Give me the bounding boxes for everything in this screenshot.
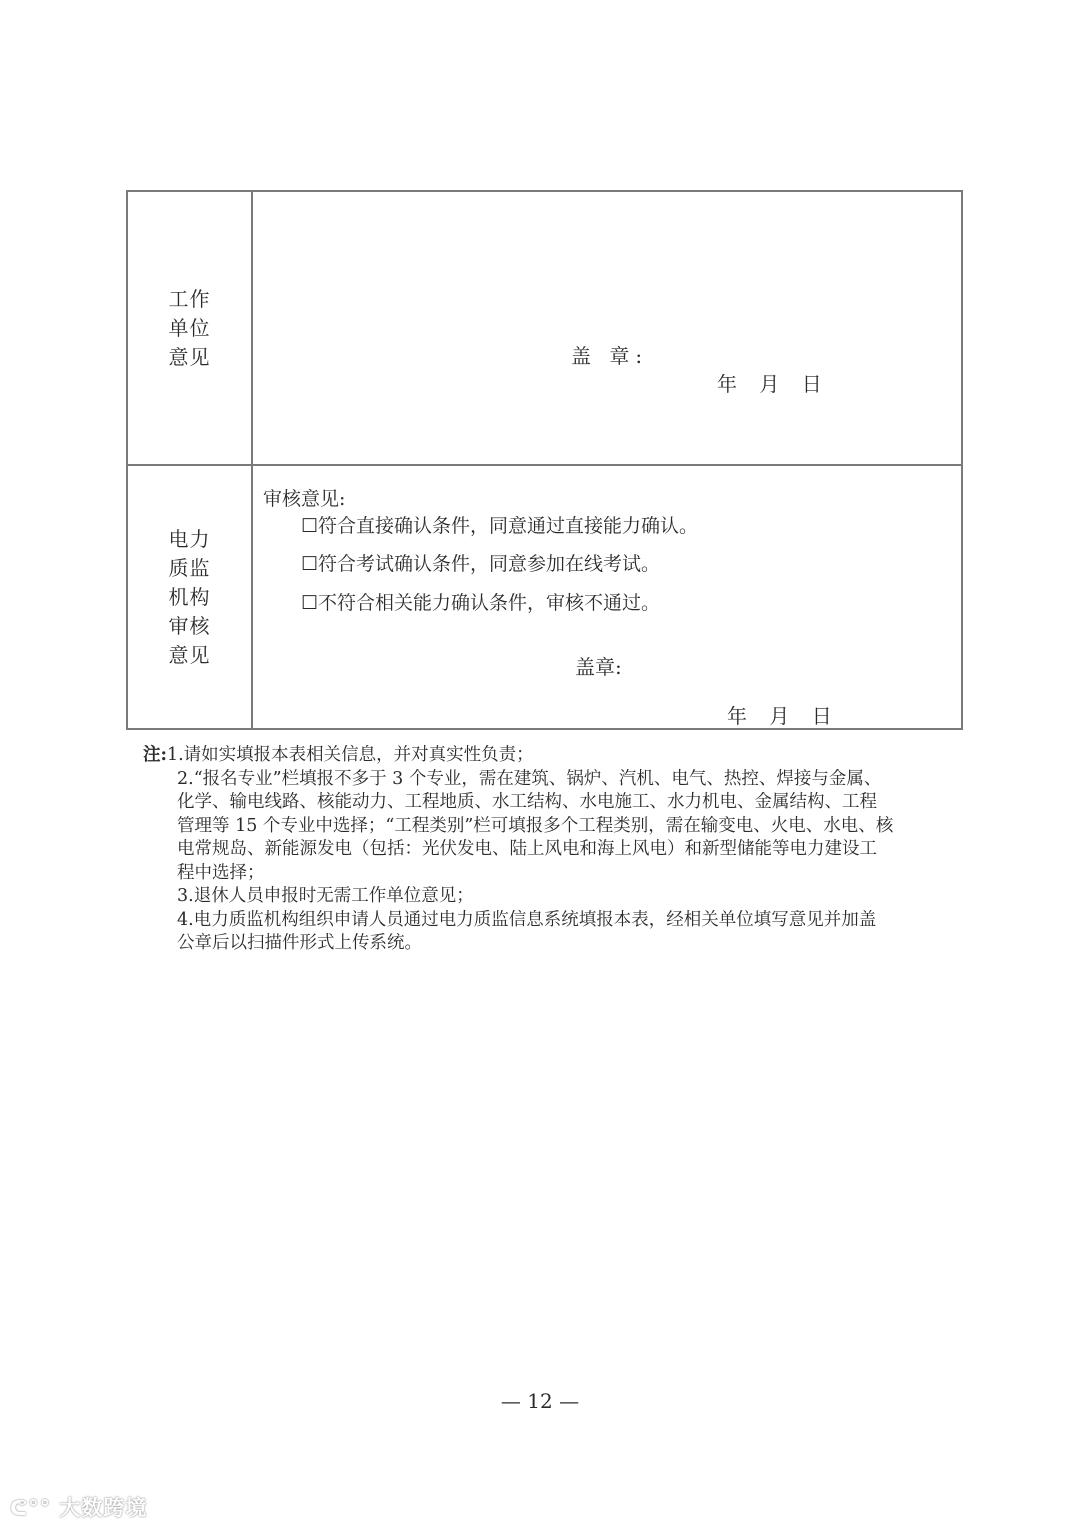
work-unit-opinion-label-cell bbox=[128, 192, 253, 464]
seal-label: 盖章: bbox=[575, 655, 622, 679]
note-text: 1.请如实填报本表相关信息，并对真实性负责； bbox=[166, 745, 534, 765]
supervision-review-field bbox=[253, 466, 961, 728]
notes-section bbox=[143, 744, 963, 956]
note-line: 程中选择； bbox=[177, 862, 265, 883]
date-label: 年 月 日 bbox=[717, 372, 822, 396]
note-line: 4.电力质监机构组织申请人员通过电力质监信息系统填报本表，经相关单位填写意见并加盖 bbox=[177, 909, 877, 930]
note-line: 2.“报名专业”栏填报不多于 3 个专业，需在建筑、锅炉、汽机、电气、热控、焊接与金属、 bbox=[177, 768, 882, 789]
note-line: 电常规岛、新能源发电（包括：光伏发电、陆上风电和海上风电）和新型储能等电力建设工 bbox=[177, 839, 877, 859]
note-line: 3.退休人员申报时无需工作单位意见； bbox=[177, 886, 474, 906]
watermark-logo: ᕦ°° 大数跨境 bbox=[10, 1496, 148, 1520]
page-number: — 12 — bbox=[500, 1389, 580, 1413]
option-exam-confirm-checkbox[interactable]: ☐符合考试确认条件，同意参加在线考试。 bbox=[301, 553, 661, 575]
option-direct-confirm-checkbox[interactable]: ☐符合直接确认条件，同意通过直接能力确认。 bbox=[301, 515, 699, 537]
notes-heading: 注: bbox=[143, 745, 167, 765]
seal-label: 盖 章: bbox=[571, 344, 649, 368]
work-unit-opinion-row bbox=[128, 192, 961, 466]
work-unit-opinion-field[interactable] bbox=[253, 192, 961, 464]
note-line: 化学、输电线路、核能动力、工程地质、水工结构、水电施工、水力机电、金属结构、工程 bbox=[177, 792, 877, 812]
date-label: 年 月 日 bbox=[727, 704, 832, 728]
supervision-review-row bbox=[128, 466, 961, 728]
option-reject-checkbox[interactable]: ☐不符合相关能力确认条件，审核不通过。 bbox=[301, 592, 661, 614]
note-line: 管理等 15 个专业中选择；“工程类别”栏可填报多个工程类别，需在输变电、火电、水电、核 bbox=[177, 815, 894, 836]
opinion-form-table bbox=[126, 190, 963, 730]
note-line bbox=[143, 744, 963, 768]
review-title: 审核意见: bbox=[263, 488, 346, 510]
supervision-review-label: 电力质监机构审核意见 bbox=[168, 526, 211, 667]
supervision-review-label-cell bbox=[128, 466, 253, 728]
note-line: 公章后以扫描件形式上传系统。 bbox=[177, 933, 422, 953]
work-unit-opinion-label: 工作单位意见 bbox=[168, 286, 211, 369]
